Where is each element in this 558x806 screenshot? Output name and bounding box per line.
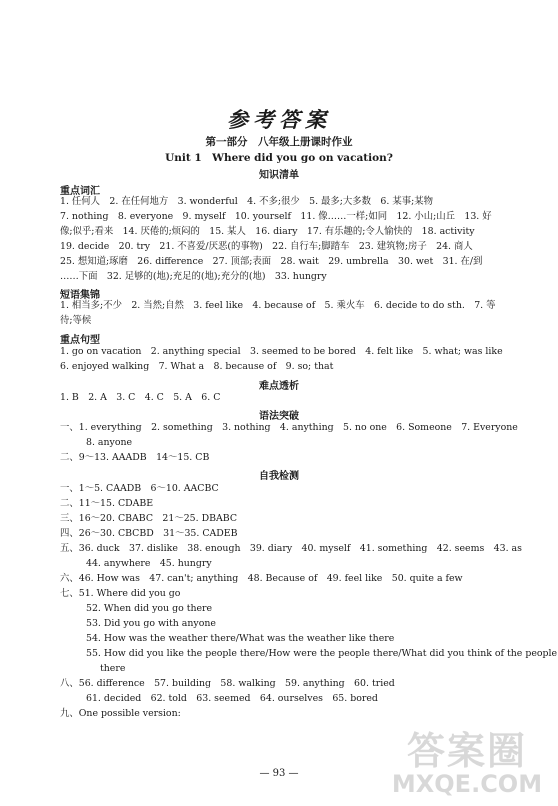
vocab-heading: 重点词汇 xyxy=(60,186,100,197)
grammar-heading: 语法突破 xyxy=(259,411,299,422)
phrases-line: 1. 相当多;不少 2. 当然;自然 3. feel like 4. because of 5. 乘火车 6. decide to do sth. 7. 等 xyxy=(60,300,496,311)
knowledge-heading: 知识清单 xyxy=(259,170,299,181)
selftest-line: 54. How was the weather there/What was the weather like there xyxy=(86,633,395,644)
vocab-line: 1. 任何人 2. 在任何地方 3. wonderful 4. 不多;很少 5. 最多;大多数 6. 某事;某物 xyxy=(60,196,434,207)
phrases-line: 待;等候 xyxy=(60,315,92,326)
selftest-line: 九、One possible version: xyxy=(60,708,181,719)
unit-heading: Unit 1 Where did you go on vacation? xyxy=(165,152,393,164)
page-title: 参考答案 xyxy=(227,107,331,132)
vocab-line: 19. decide 20. try 21. 不喜爱/厌恶(的事物) 22. 自行车;脚踏车 23. 建筑物;房子 24. 商人 xyxy=(60,241,473,252)
selftest-line: 61. decided 62. told 63. seemed 64. ourselves 65. bored xyxy=(86,693,378,704)
selftest-line: 七、51. Where did you go xyxy=(60,588,181,599)
sentences-line: 1. go on vacation 2. anything special 3. seemed to be bored 4. felt like 5. what; was like xyxy=(60,346,503,357)
page-number: — 93 — xyxy=(259,768,299,779)
selftest-line: 六、46. How was 47. can't; anything 48. Because of 49. feel like 50. quite a few xyxy=(60,573,463,584)
watermark-text: 答案圈 xyxy=(406,729,527,773)
phrases-heading: 短语集锦 xyxy=(60,290,100,301)
selftest-line: 一、1～5. CAADB 6～10. AACBC xyxy=(60,483,219,494)
selftest-line: 二、11～15. CDABE xyxy=(60,498,154,509)
sentences-line: 6. enjoyed walking 7. What a 8. because of 9. so; that xyxy=(60,361,334,372)
vocab-line: 7. nothing 8. everyone 9. myself 10. yourself 11. 像……一样;如同 12. 小山;山丘 13. 好 xyxy=(60,211,492,222)
part-subtitle: 第一部分 八年级上册课时作业 xyxy=(205,136,353,148)
watermark-logo xyxy=(382,720,552,800)
grammar-line: 8. anyone xyxy=(86,437,133,448)
selftest-line: 四、26～30. CBCBD 31～35. CADEB xyxy=(60,528,238,539)
vocab-line: ……下面 32. 足够的(地);充足的(地);充分的(地) 33. hungry xyxy=(60,271,327,282)
vocab-line: 25. 想知道;琢磨 26. difference 27. 顶部;表面 28. wait 29. umbrella 30. wet 31. 在/到 xyxy=(60,256,483,267)
selftest-heading: 自我检测 xyxy=(259,471,299,482)
difficulty-heading: 难点透析 xyxy=(259,381,299,392)
selftest-line: 52. When did you go there xyxy=(86,603,213,614)
selftest-line: 53. Did you go with anyone xyxy=(86,618,216,629)
selftest-line: 三、16～20. CBABC 21～25. DBABC xyxy=(60,513,237,524)
watermark-url: MXQE.COM xyxy=(391,770,543,798)
difficulty-line: 1. B 2. A 3. C 4. C 5. A 6. C xyxy=(60,392,221,403)
selftest-line: 55. How did you like the people there/How were the people there/What did you think of the people xyxy=(86,648,558,659)
vocab-line: 像;似乎;看来 14. 厌倦的;烦闷的 15. 某人 16. diary 17. 有乐趣的;令人愉快的 18. activity xyxy=(60,226,475,237)
selftest-line: 五、36. duck 37. dislike 38. enough 39. diary 40. myself 41. something 42. seems 43. as xyxy=(60,543,522,554)
selftest-line: 44. anywhere 45. hungry xyxy=(86,558,212,569)
selftest-line: there xyxy=(100,663,126,674)
sentences-heading: 重点句型 xyxy=(60,335,100,346)
grammar-line: 二、9～13. AAADB 14～15. CB xyxy=(60,452,210,463)
grammar-line: 一、1. everything 2. something 3. nothing 4. anything 5. no one 6. Someone 7. Everyone xyxy=(60,422,518,433)
selftest-line: 八、56. difference 57. building 58. walking 59. anything 60. tried xyxy=(60,678,395,689)
